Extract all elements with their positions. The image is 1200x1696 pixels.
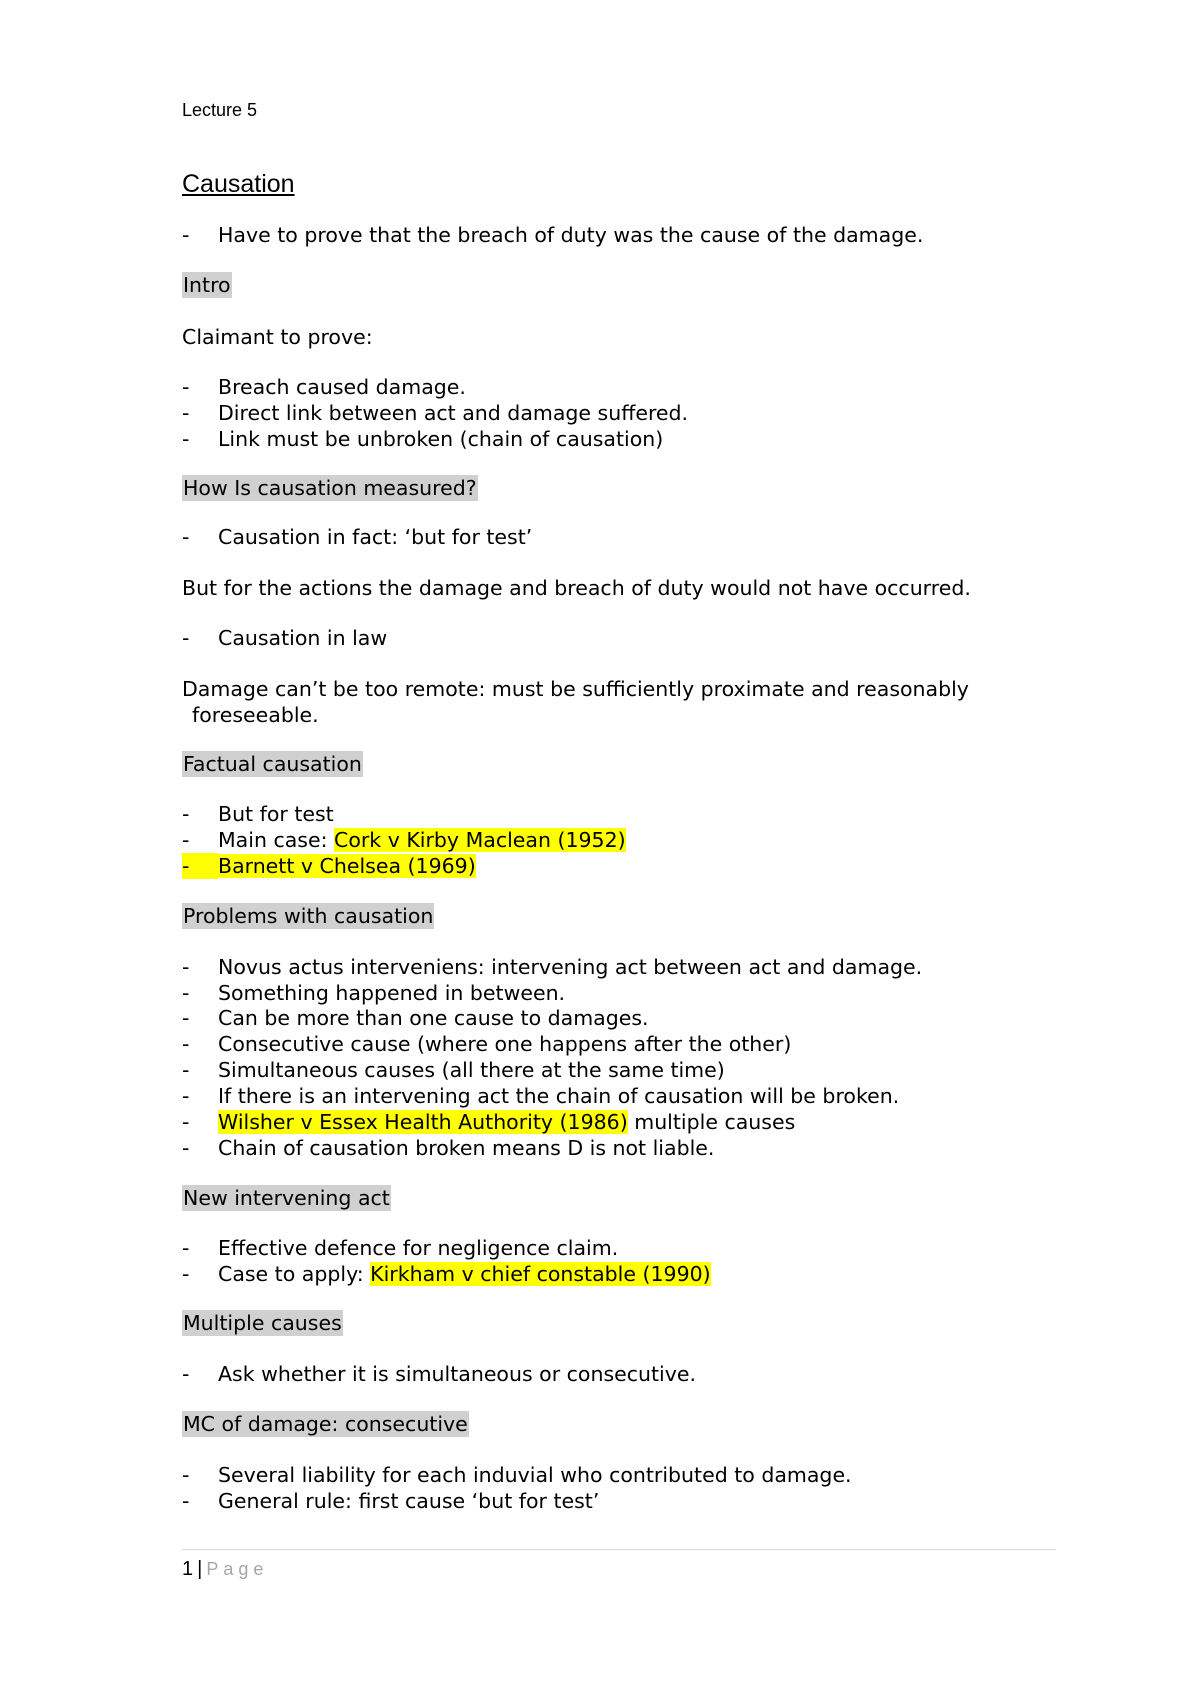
list-item xyxy=(182,1261,711,1287)
page-label: Page xyxy=(206,1559,269,1579)
case-citation-highlight: Cork v Kirby Maclean (1952) xyxy=(334,828,626,852)
bullet-text: Novus actus interveniens: intervening act between act and damage. xyxy=(218,955,923,979)
bullet-dash: - xyxy=(182,525,190,549)
bullet-dash: - xyxy=(182,981,190,1005)
bullet-text: Direct link between act and damage suffered. xyxy=(218,401,689,425)
list-item xyxy=(182,1057,725,1083)
list-item xyxy=(182,1361,696,1387)
section-heading-multiple: Multiple causes xyxy=(183,1311,342,1335)
bullet-dash: - xyxy=(182,1032,190,1056)
section-heading-mc-damage: MC of damage: consecutive xyxy=(183,1412,468,1436)
list-item xyxy=(182,1462,852,1488)
bullet-text: Several liability for each induvial who contributed to damage. xyxy=(218,1463,852,1487)
page-footer xyxy=(182,1556,268,1582)
bullet-text: Have to prove that the breach of duty was the cause of the damage. xyxy=(218,223,924,247)
document-header: Lecture 5 xyxy=(182,100,258,120)
list-item xyxy=(182,625,387,651)
bullet-dash: - xyxy=(182,1362,190,1386)
bullet-dash: - xyxy=(182,955,190,979)
bullet-dash: - xyxy=(182,853,218,879)
bullet-text: Case to apply: xyxy=(218,1262,371,1286)
bullet-dash: - xyxy=(182,1006,190,1030)
bullet-dash: - xyxy=(182,802,190,826)
section-heading-problems: Problems with causation xyxy=(183,904,434,928)
intro-lead: Claimant to prove: xyxy=(182,325,373,349)
bullet-text: If there is an intervening act the chain of causation will be broken. xyxy=(218,1084,900,1108)
list-item xyxy=(182,980,565,1006)
section-heading-measured: How Is causation measured? xyxy=(183,476,477,500)
footer-separator: | xyxy=(197,1558,203,1580)
bullet-dash: - xyxy=(182,401,190,425)
footer-divider xyxy=(182,1549,1056,1550)
list-item xyxy=(182,853,476,879)
bullet-text: Something happened in between. xyxy=(218,981,566,1005)
bullet-dash: - xyxy=(182,1463,190,1487)
bullet-dash: - xyxy=(182,1136,190,1160)
list-item xyxy=(182,400,688,426)
bullet-text: General rule: first cause ‘but for test’ xyxy=(218,1489,600,1513)
bullet-dash: - xyxy=(182,1110,190,1134)
list-item xyxy=(182,374,466,400)
bullet-dash: - xyxy=(182,1236,190,1260)
bullet-dash: - xyxy=(182,1262,190,1286)
list-item xyxy=(182,222,923,248)
paragraph: Damage can’t be too remote: must be sufficiently proximate and reasonably xyxy=(182,677,969,701)
paragraph: But for the actions the damage and breach of duty would not have occurred. xyxy=(182,576,971,600)
list-item xyxy=(182,524,532,550)
page-title: Causation xyxy=(182,170,295,198)
bullet-text: Effective defence for negligence claim. xyxy=(218,1236,619,1260)
bullet-text: But for test xyxy=(218,802,334,826)
list-item xyxy=(182,827,626,853)
bullet-text: Can be more than one cause to damages. xyxy=(218,1006,649,1030)
bullet-text: Consecutive cause (where one happens after the other) xyxy=(218,1032,792,1056)
list-item xyxy=(182,1488,599,1514)
bullet-text: Ask whether it is simultaneous or consecutive. xyxy=(218,1362,697,1386)
section-heading-intro: Intro xyxy=(183,273,231,297)
bullet-dash: - xyxy=(182,626,190,650)
list-item xyxy=(182,1083,899,1109)
bullet-text: Main case: xyxy=(218,828,335,852)
bullet-dash: - xyxy=(182,375,190,399)
bullet-dash: - xyxy=(182,223,190,247)
list-item xyxy=(182,426,663,452)
bullet-text: Causation in fact: ‘but for test’ xyxy=(218,525,533,549)
bullet-dash: - xyxy=(182,828,190,852)
section-heading-factual: Factual causation xyxy=(183,752,362,776)
section-heading-new-act: New intervening act xyxy=(183,1186,390,1210)
list-item xyxy=(182,1235,618,1261)
bullet-dash: - xyxy=(182,1489,190,1513)
bullet-text: Chain of causation broken means D is not liable. xyxy=(218,1136,715,1160)
list-item xyxy=(182,801,334,827)
case-citation-highlight: Kirkham v chief constable (1990) xyxy=(370,1262,711,1286)
paragraph-continued: foreseeable. xyxy=(192,703,319,727)
page-number: 1 xyxy=(182,1558,194,1580)
bullet-text: Causation in law xyxy=(218,626,388,650)
list-item xyxy=(182,1031,791,1057)
list-item xyxy=(182,1109,795,1135)
case-citation-highlight: Barnett v Chelsea (1969) xyxy=(218,854,476,878)
list-item xyxy=(182,1135,714,1161)
bullet-dash: - xyxy=(182,1058,190,1082)
bullet-text: Breach caused damage. xyxy=(218,375,466,399)
bullet-dash: - xyxy=(182,1084,190,1108)
list-item xyxy=(182,954,922,980)
list-item xyxy=(182,1005,649,1031)
case-citation-highlight: Wilsher v Essex Health Authority (1986) xyxy=(218,1110,628,1134)
bullet-text: Link must be unbroken (chain of causation) xyxy=(218,427,664,451)
bullet-text: Simultaneous causes (all there at the same time) xyxy=(218,1058,725,1082)
bullet-text: multiple causes xyxy=(627,1110,796,1134)
bullet-dash: - xyxy=(182,427,190,451)
